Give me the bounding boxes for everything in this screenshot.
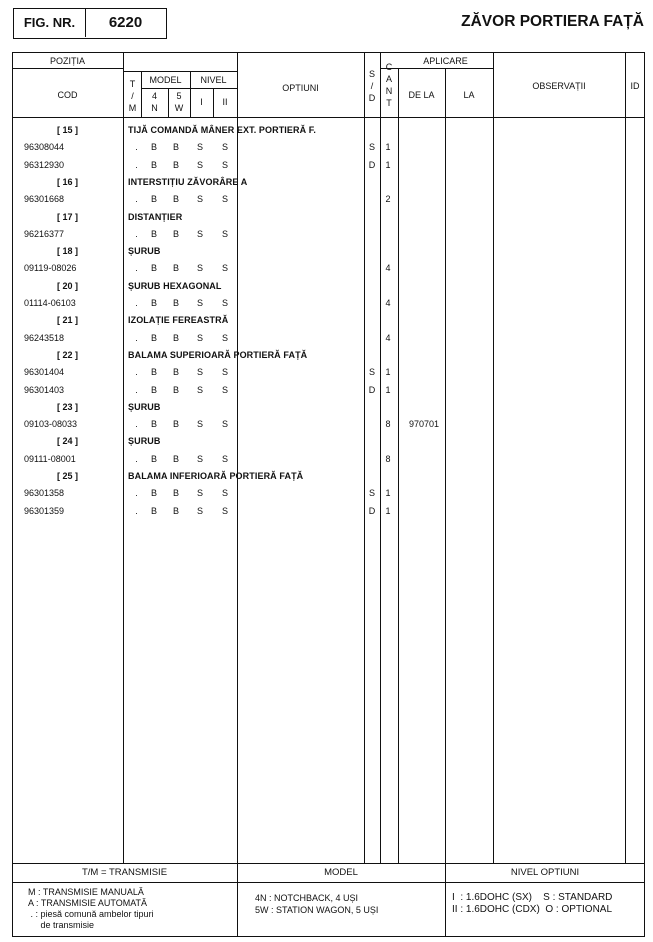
side-cell: D bbox=[368, 384, 376, 395]
header-la: LA bbox=[463, 90, 475, 100]
row-divider bbox=[12, 117, 645, 118]
side-cell: S bbox=[368, 367, 375, 378]
level-ii-cell: S bbox=[221, 332, 228, 343]
transmission-cell: . bbox=[135, 384, 138, 395]
table-row bbox=[12, 416, 645, 433]
model-4n-cell: B bbox=[150, 159, 157, 170]
figure-number-box bbox=[13, 8, 167, 39]
header-s: S bbox=[368, 69, 375, 79]
side-cell: D bbox=[368, 505, 376, 516]
level-ii-cell: S bbox=[221, 505, 228, 516]
header-optiuni: OPTIUNI bbox=[282, 83, 319, 93]
legend-nivel-line: II : 1.6DOHC (CDX) O : OPTIONAL bbox=[452, 904, 613, 915]
transmission-cell: . bbox=[135, 453, 138, 464]
quantity-cell: 1 bbox=[385, 488, 391, 499]
transmission-cell: . bbox=[135, 419, 138, 430]
group-row bbox=[12, 278, 645, 295]
header-id: ID bbox=[630, 81, 640, 91]
table-row bbox=[12, 382, 645, 399]
part-name: INTERSTIȚIU ZĂVORÂRE A bbox=[128, 176, 248, 187]
header-model-4: 4 bbox=[151, 91, 157, 101]
position-number: [ 23 ] bbox=[57, 401, 79, 412]
model-5w-cell: B bbox=[172, 367, 179, 378]
header-de-la: DE LA bbox=[408, 90, 435, 100]
level-ii-cell: S bbox=[221, 419, 228, 430]
level-ii-cell: S bbox=[221, 228, 228, 239]
quantity-cell: 8 bbox=[385, 453, 391, 464]
part-name: ȘURUB HEXAGONAL bbox=[128, 280, 222, 291]
side-cell: S bbox=[368, 488, 375, 499]
part-code: 96216377 bbox=[24, 228, 65, 239]
model-5w-cell: B bbox=[172, 159, 179, 170]
legend-nivel-heading: NIVEL OPTIUNI bbox=[510, 867, 580, 878]
level-i-cell: S bbox=[196, 505, 203, 516]
level-ii-cell: S bbox=[221, 263, 228, 274]
table-row bbox=[12, 503, 645, 520]
row-divider bbox=[141, 88, 237, 89]
row-divider bbox=[12, 863, 645, 864]
part-name: BALAMA SUPERIOARĂ PORTIERĂ FAȚĂ bbox=[128, 349, 308, 360]
figure-label: FIG. NR. bbox=[14, 9, 86, 37]
part-code: 09119-08026 bbox=[24, 263, 77, 274]
position-number: [ 25 ] bbox=[57, 471, 79, 481]
quantity-cell: 4 bbox=[385, 332, 391, 343]
position-number: [ 16 ] bbox=[57, 176, 79, 187]
table-row bbox=[12, 451, 645, 468]
position-number: [ 15 ] bbox=[57, 125, 79, 135]
transmission-cell: . bbox=[135, 142, 138, 153]
header-cod: COD bbox=[57, 90, 78, 100]
transmission-cell: . bbox=[135, 263, 138, 274]
transmission-cell: . bbox=[135, 298, 138, 308]
header-nivel-i: I bbox=[200, 97, 203, 107]
model-4n-cell: B bbox=[150, 367, 157, 378]
level-ii-cell: S bbox=[221, 488, 228, 499]
model-5w-cell: B bbox=[172, 384, 179, 395]
legend-tm-line: M : TRANSMISIE MANUALĂ bbox=[28, 887, 144, 897]
part-name: ȘURUB bbox=[128, 401, 161, 412]
part-code: 01114-06103 bbox=[24, 298, 76, 308]
quantity-cell: 8 bbox=[385, 419, 391, 430]
level-i-cell: S bbox=[196, 367, 203, 378]
part-code: 96243518 bbox=[24, 332, 65, 343]
group-row bbox=[12, 468, 645, 485]
legend-tm-heading: T/M = TRANSMISIE bbox=[81, 867, 168, 878]
header-m: M bbox=[128, 103, 137, 113]
level-ii-cell: S bbox=[221, 453, 228, 464]
header-nivel: NIVEL bbox=[200, 75, 227, 85]
group-row bbox=[12, 174, 645, 191]
part-name: DISTANȚIER bbox=[128, 211, 183, 222]
quantity-cell: 1 bbox=[385, 367, 391, 378]
level-ii-cell: S bbox=[221, 384, 228, 395]
table-row bbox=[12, 295, 645, 312]
transmission-cell: . bbox=[135, 159, 138, 170]
part-code: 96301403 bbox=[24, 384, 65, 395]
model-4n-cell: B bbox=[150, 263, 157, 274]
table-row bbox=[12, 260, 645, 277]
level-i-cell: S bbox=[196, 384, 203, 395]
quantity-cell: 2 bbox=[385, 194, 391, 205]
header-pozitia: POZIȚIA bbox=[49, 56, 85, 66]
quantity-cell: 1 bbox=[385, 505, 391, 516]
row-divider bbox=[12, 68, 123, 69]
part-code: 09111-08001 bbox=[24, 453, 76, 464]
position-number: [ 22 ] bbox=[57, 349, 79, 360]
legend-tm-line: . : piesă comună ambelor tipuri bbox=[28, 909, 154, 919]
transmission-cell: . bbox=[135, 488, 138, 499]
model-5w-cell: B bbox=[172, 228, 179, 239]
quantity-cell: 4 bbox=[385, 298, 391, 308]
position-number: [ 17 ] bbox=[57, 211, 79, 222]
legend-tm-line: A : TRANSMISIE AUTOMATĂ bbox=[28, 898, 148, 908]
header-model-5: 5 bbox=[176, 91, 182, 101]
transmission-cell: . bbox=[135, 194, 138, 205]
part-code: 96301358 bbox=[24, 488, 65, 499]
side-cell: D bbox=[368, 159, 376, 170]
model-4n-cell: B bbox=[150, 505, 157, 516]
model-5w-cell: B bbox=[172, 505, 179, 516]
model-4n-cell: B bbox=[150, 194, 157, 205]
legend-tm-line: de transmisie bbox=[28, 920, 95, 930]
legend-nivel-line: I : 1.6DOHC (SX) S : STANDARD bbox=[452, 892, 613, 903]
model-5w-cell: B bbox=[172, 194, 179, 205]
header-model-w: W bbox=[174, 103, 184, 113]
part-name: TIJĂ COMANDĂ MÂNER EXT. PORTIERĂ F. bbox=[128, 125, 317, 135]
model-4n-cell: B bbox=[150, 332, 157, 343]
group-row bbox=[12, 122, 645, 139]
header-observatii: OBSERVAȚII bbox=[532, 81, 586, 91]
level-i-cell: S bbox=[196, 453, 203, 464]
side-cell: S bbox=[368, 142, 375, 153]
table-row bbox=[12, 157, 645, 174]
header-slash: / bbox=[131, 91, 134, 101]
level-ii-cell: S bbox=[221, 298, 228, 308]
level-ii-cell: S bbox=[221, 194, 228, 205]
model-4n-cell: B bbox=[150, 453, 157, 464]
model-4n-cell: B bbox=[150, 419, 157, 430]
group-row bbox=[12, 433, 645, 450]
model-4n-cell: B bbox=[150, 228, 157, 239]
position-number: [ 24 ] bbox=[57, 436, 79, 447]
transmission-cell: . bbox=[135, 367, 138, 378]
level-i-cell: S bbox=[196, 332, 203, 343]
model-5w-cell: B bbox=[172, 488, 179, 499]
position-number: [ 18 ] bbox=[57, 246, 79, 257]
group-row bbox=[12, 347, 645, 364]
table-row bbox=[12, 226, 645, 243]
header-t: T bbox=[129, 79, 136, 89]
group-row bbox=[12, 399, 645, 416]
group-row bbox=[12, 312, 645, 329]
model-5w-cell: B bbox=[172, 142, 179, 153]
level-i-cell: S bbox=[196, 142, 203, 153]
quantity-cell: 1 bbox=[385, 384, 391, 395]
table-row bbox=[12, 191, 645, 208]
part-code: 96301404 bbox=[24, 367, 65, 378]
part-name: IZOLAȚIE FEREASTRĂ bbox=[128, 315, 229, 326]
header-nivel-ii: II bbox=[222, 97, 228, 107]
table-row bbox=[12, 139, 645, 156]
model-5w-cell: B bbox=[172, 298, 179, 308]
part-code: 96308044 bbox=[24, 142, 65, 153]
header-model-n: N bbox=[151, 103, 158, 113]
transmission-cell: . bbox=[135, 505, 138, 516]
header-cant-t: T bbox=[386, 98, 392, 108]
header-aplicare: APLICARE bbox=[423, 56, 468, 66]
model-4n-cell: B bbox=[150, 142, 157, 153]
applies-from-cell: 970701 bbox=[408, 419, 440, 430]
level-i-cell: S bbox=[196, 419, 203, 430]
model-5w-cell: B bbox=[172, 419, 179, 430]
table-row bbox=[12, 330, 645, 347]
figure-number: 6220 bbox=[108, 14, 143, 31]
table-row bbox=[12, 485, 645, 502]
group-row bbox=[12, 209, 645, 226]
level-i-cell: S bbox=[196, 298, 203, 308]
model-5w-cell: B bbox=[172, 263, 179, 274]
page-title: ZĂVOR PORTIERA FAȚĂ bbox=[461, 13, 644, 30]
position-number: [ 21 ] bbox=[57, 315, 79, 326]
model-5w-cell: B bbox=[172, 332, 179, 343]
legend-model-heading: MODEL bbox=[324, 867, 358, 878]
part-name: BALAMA INFERIOARĂ PORTIERĂ FAȚĂ bbox=[128, 471, 304, 481]
transmission-cell: . bbox=[135, 228, 138, 239]
level-ii-cell: S bbox=[221, 142, 228, 153]
part-name: ȘURUB bbox=[128, 436, 161, 447]
part-code: 96301359 bbox=[24, 505, 65, 516]
quantity-cell: 1 bbox=[385, 142, 391, 153]
part-code: 96312930 bbox=[24, 159, 65, 170]
level-i-cell: S bbox=[196, 194, 203, 205]
level-ii-cell: S bbox=[221, 159, 228, 170]
legend-model-line: 5W : STATION WAGON, 5 UȘI bbox=[255, 905, 379, 915]
row-divider bbox=[123, 71, 237, 72]
header-cant-n: N bbox=[385, 86, 393, 96]
level-i-cell: S bbox=[196, 263, 203, 274]
header-d: D bbox=[368, 93, 376, 103]
level-i-cell: S bbox=[196, 228, 203, 239]
row-divider bbox=[12, 882, 645, 883]
model-4n-cell: B bbox=[150, 488, 157, 499]
group-row bbox=[12, 243, 645, 260]
level-i-cell: S bbox=[196, 159, 203, 170]
level-i-cell: S bbox=[196, 488, 203, 499]
transmission-cell: . bbox=[135, 332, 138, 343]
model-4n-cell: B bbox=[150, 298, 157, 308]
header-model: MODEL bbox=[149, 75, 182, 85]
header-cant-c: C bbox=[385, 62, 393, 72]
part-name: ȘURUB bbox=[128, 246, 161, 257]
part-code: 96301668 bbox=[24, 194, 65, 205]
model-5w-cell: B bbox=[172, 453, 179, 464]
model-4n-cell: B bbox=[150, 384, 157, 395]
quantity-cell: 4 bbox=[385, 263, 391, 274]
level-ii-cell: S bbox=[221, 367, 228, 378]
position-number: [ 20 ] bbox=[57, 280, 79, 291]
legend-model-line: 4N : NOTCHBACK, 4 UȘI bbox=[255, 893, 359, 903]
quantity-cell: 1 bbox=[385, 159, 391, 170]
part-code: 09103-08033 bbox=[24, 419, 78, 430]
header-cant-a: A bbox=[385, 74, 392, 84]
header-sd-slash: / bbox=[370, 81, 374, 91]
table-row bbox=[12, 364, 645, 381]
